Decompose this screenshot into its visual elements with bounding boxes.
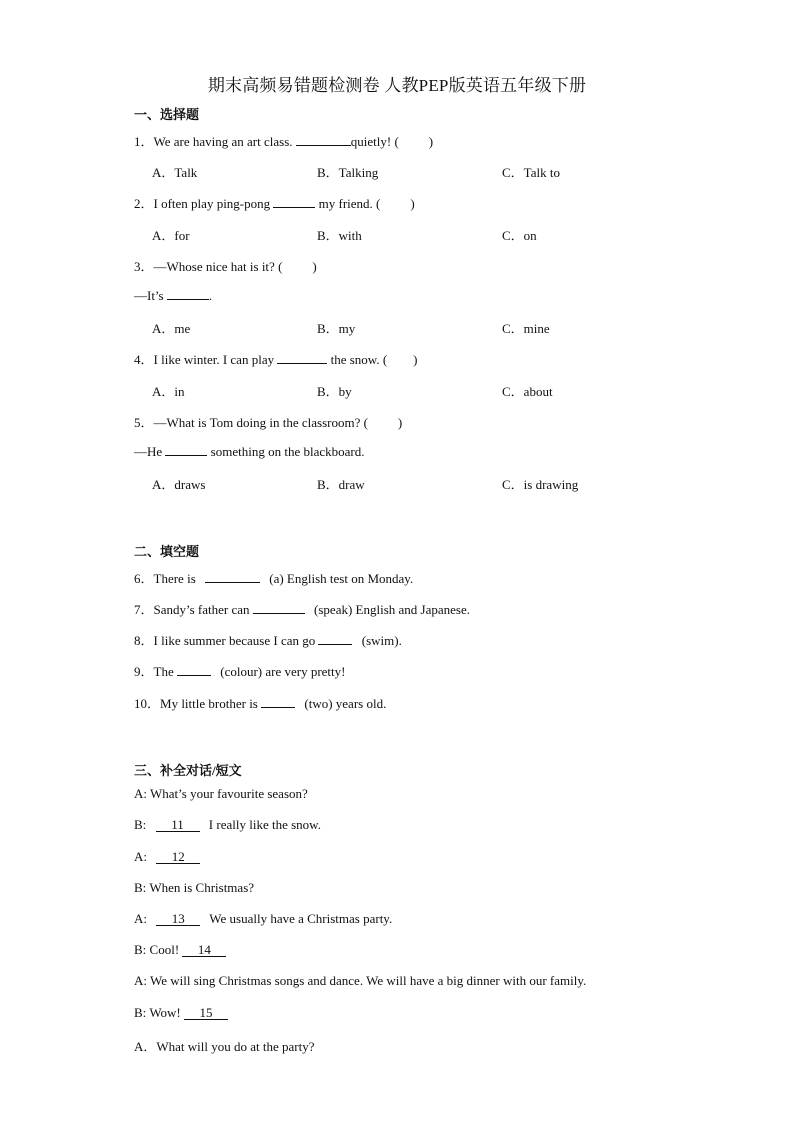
option-c: C．mine: [502, 321, 550, 336]
question-number: 7．: [134, 602, 154, 617]
question-1: [134, 131, 433, 150]
speaker: A:: [134, 786, 151, 801]
speaker: B:: [134, 942, 150, 957]
speaker: A:: [134, 973, 151, 988]
dialogue-line: [134, 973, 586, 989]
speaker: B:: [134, 1005, 150, 1020]
numbered-blank: 14: [182, 943, 226, 957]
option-b: B．draw: [317, 477, 365, 492]
option-c: C．about: [502, 384, 553, 399]
question-2: [134, 193, 415, 212]
question-number: 2．: [134, 196, 154, 211]
section-heading-dialogue: 三、补全对话/短文: [134, 763, 242, 778]
dialogue-line: [134, 786, 308, 802]
question-number: 5．: [134, 415, 154, 430]
speaker: B:: [134, 880, 150, 895]
question-5-response: [134, 443, 364, 460]
question-text: There is: [153, 571, 199, 586]
dialogue-text: What’s your favourite season?: [150, 786, 308, 801]
question-text: my friend. (: [315, 196, 381, 211]
question-text: —What is Tom doing in the classroom? (: [153, 415, 368, 430]
dialogue-text: We will sing Christmas songs and dance. We will have a big dinner with our family.: [150, 973, 587, 988]
question-number: 6．: [134, 571, 154, 586]
response-text: —It’s: [134, 288, 167, 303]
section-heading-choice: 一、选择题: [134, 107, 200, 122]
response-text: .: [208, 288, 213, 303]
numbered-blank: 13: [156, 912, 200, 926]
response-text: —He: [134, 444, 166, 459]
option-c: C．on: [502, 228, 537, 243]
numbered-blank: 11: [156, 818, 200, 832]
dialogue-line: [134, 1005, 228, 1021]
numbered-blank: 12: [156, 850, 200, 864]
dialogue-text: I really like the snow.: [205, 817, 321, 832]
option-a: A．draws: [152, 477, 206, 492]
option-a: A．for: [152, 228, 190, 243]
question-6: [134, 568, 413, 587]
dialogue-line: [134, 817, 321, 833]
question-text: I often play ping-pong: [153, 196, 274, 211]
question-4: [134, 349, 418, 368]
dialogue-text: We usually have a Christmas party.: [206, 911, 393, 926]
question-number: 4．: [134, 352, 154, 367]
question-text: (speak) English and Japanese.: [310, 602, 470, 617]
paren-close: ): [413, 352, 418, 367]
dialogue-line: [134, 849, 200, 865]
option-a: A．me: [152, 321, 191, 336]
dialogue-text: Wow!: [149, 1005, 185, 1020]
answer-blank: [277, 351, 327, 364]
paren-close: ): [428, 134, 434, 149]
question-text: quietly! (: [350, 134, 399, 149]
question-text: (a) English test on Monday.: [266, 571, 414, 586]
answer-blank: [253, 601, 305, 614]
numbered-blank: 15: [184, 1006, 228, 1020]
question-10: [134, 693, 386, 712]
question-text: Sandy’s father can: [153, 602, 253, 617]
option-c: C．Talk to: [502, 165, 560, 180]
question-number: 3．: [134, 259, 154, 274]
dialogue-line: [134, 880, 254, 896]
paren-close: ): [397, 415, 403, 430]
question-text: I like winter. I can play: [153, 352, 278, 367]
question-8: [134, 630, 402, 649]
option-c: C．is drawing: [502, 477, 579, 492]
answer-option: A．What will you do at the party?: [134, 1039, 315, 1054]
answer-blank: [261, 695, 295, 708]
question-7: [134, 599, 470, 618]
option-b: B．by: [317, 384, 352, 399]
option-b: B．my: [317, 321, 356, 336]
answer-blank: [273, 195, 315, 208]
answer-blank: [165, 443, 207, 456]
dialogue-line: [134, 911, 392, 927]
answer-blank: [167, 287, 209, 300]
paren-close: ): [312, 259, 317, 274]
question-number: 10．: [134, 696, 161, 711]
option-b: B．Talking: [317, 165, 379, 180]
question-number: 1．: [134, 134, 154, 149]
question-number: 9．: [134, 664, 154, 679]
question-text: —Whose nice hat is it? (: [153, 259, 283, 274]
section-heading-fill: 二、填空题: [134, 544, 200, 559]
question-text: (colour) are very pretty!: [216, 664, 346, 679]
dialogue-line: [134, 942, 226, 958]
option-a: A．in: [152, 384, 185, 399]
speaker: B:: [134, 817, 150, 832]
question-text: The: [153, 664, 177, 679]
question-text: I like summer because I can go: [153, 633, 319, 648]
question-9: [134, 661, 345, 680]
question-text: (two) years old.: [301, 696, 387, 711]
question-text: (swim).: [358, 633, 402, 648]
question-text: We are having an art class.: [153, 134, 296, 149]
speaker: A:: [134, 849, 151, 864]
option-a: A．Talk: [152, 165, 198, 180]
paren-close: ): [410, 196, 415, 211]
question-3: [134, 256, 317, 275]
answer-blank: [296, 133, 351, 146]
question-3-response: [134, 287, 212, 304]
page-title: 期末高频易错题检测卷 人教PEP版英语五年级下册: [207, 76, 587, 95]
question-text: My little brother is: [160, 696, 262, 711]
dialogue-text: Cool!: [149, 942, 183, 957]
speaker: A:: [134, 911, 151, 926]
question-5: [134, 412, 402, 431]
answer-blank: [205, 570, 260, 583]
question-text: the snow. (: [327, 352, 388, 367]
question-number: 8．: [134, 633, 154, 648]
option-b: B．with: [317, 228, 362, 243]
response-text: something on the blackboard.: [207, 444, 365, 459]
answer-blank: [318, 632, 352, 645]
answer-blank: [177, 663, 211, 676]
dialogue-text: When is Christmas?: [149, 880, 255, 895]
